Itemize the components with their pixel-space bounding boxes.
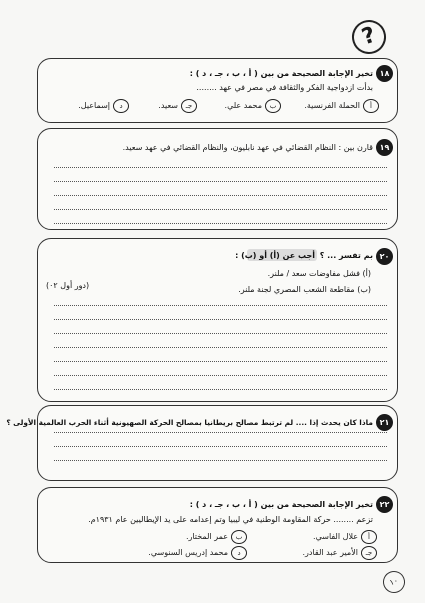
option-c[interactable]: [303, 546, 377, 560]
question-19-box: [37, 128, 398, 230]
answer-lines[interactable]: [54, 305, 387, 403]
question-number-badge: ١٨: [376, 65, 393, 82]
question-22-box: [37, 487, 398, 563]
option-text: علال الفاسي.: [313, 532, 358, 541]
option-d[interactable]: [148, 546, 247, 560]
answer-lines[interactable]: [54, 167, 387, 237]
option-mark: جـ: [361, 546, 377, 560]
option-mark: جـ: [181, 99, 197, 113]
choose-instruction: أجب عن (أ) أو (ب) :: [235, 251, 315, 260]
answer-line[interactable]: [54, 375, 387, 376]
question-stem: بم تفسر ... ؟: [319, 251, 373, 260]
option-text: الأمير عبد القادر.: [302, 548, 358, 557]
answer-line[interactable]: [54, 347, 387, 348]
option-text: عمر المختار.: [185, 532, 228, 541]
answer-lines[interactable]: [54, 432, 387, 474]
option-text: الحملة الفرنسية.: [304, 101, 360, 110]
option-mark: ب: [231, 530, 247, 544]
page-number: ١٠: [380, 568, 408, 596]
answer-line[interactable]: [54, 361, 387, 362]
question-18-box: [37, 58, 398, 123]
answer-line[interactable]: [54, 223, 387, 224]
answer-line[interactable]: [54, 209, 387, 210]
question-number-badge: ١٩: [376, 139, 393, 156]
answer-line[interactable]: [54, 305, 387, 306]
question-number-badge: ٢١: [376, 414, 393, 431]
answer-line[interactable]: [54, 432, 387, 433]
question-21-box: [6, 405, 398, 481]
question-mark-logo-icon: ?: [348, 16, 391, 59]
option-d[interactable]: [78, 99, 129, 113]
item-b: (ب) مقاطعة الشعب المصري لجنة ملنر.: [238, 285, 371, 294]
question-stem: ماذا كان يحدث إذا .... لم ترتبط مصالح بريطانيا بمصالح الحركة الصهيونية أثناء الحرب العالمية الأولى ؟: [6, 418, 373, 427]
option-a[interactable]: [313, 530, 377, 544]
option-b[interactable]: [225, 99, 281, 113]
option-mark: أ: [363, 99, 379, 113]
answer-line[interactable]: [54, 167, 387, 168]
question-instruction: تخير الإجابة الصحيحة من بين ( أ ، ب ، جـ ، د ) :: [189, 500, 373, 509]
option-mark: د: [113, 99, 129, 113]
option-a[interactable]: [304, 99, 379, 113]
question-number-badge: ٢٠: [376, 248, 393, 265]
question-stem: قارن بين : النظام القضائي في عهد نابليون، والنظام القضائي في عهد سعيد.: [122, 143, 373, 152]
question-instruction: تخير الإجابة الصحيحة من بين ( أ ، ب ، جـ ، د ) :: [189, 69, 373, 78]
question-number-badge: ٢٢: [376, 496, 393, 513]
answer-line[interactable]: [54, 319, 387, 320]
option-mark: د: [231, 546, 247, 560]
option-mark: أ: [361, 530, 377, 544]
answer-line[interactable]: [54, 181, 387, 182]
question-20-box: [37, 238, 398, 402]
option-text: محمد إدريس السنوسي.: [148, 548, 228, 557]
answer-line[interactable]: [54, 333, 387, 334]
option-b[interactable]: [186, 530, 247, 544]
answer-line[interactable]: [54, 460, 387, 461]
question-stem: تزعم ........ حركة المقاومة الوطنية في ليبيا وتم إعدامه على يد الإيطاليين عام ١٩٣١م.: [88, 515, 373, 524]
option-c[interactable]: [158, 99, 197, 113]
option-mark: ب: [265, 99, 281, 113]
item-a: (أ) فشل مفاوضات سعد / ملنر.: [267, 269, 371, 278]
option-text: إسماعيل.: [78, 101, 110, 110]
answer-line[interactable]: [54, 446, 387, 447]
answer-line[interactable]: [54, 195, 387, 196]
question-stem: بدأت ازدواجية الفكر والثقافة في مصر في عهد ........: [196, 83, 373, 92]
option-text: سعيد.: [158, 101, 178, 110]
option-text: محمد علي.: [224, 101, 262, 110]
exam-session-note: (دور أول ٠٢): [46, 281, 90, 290]
answer-line[interactable]: [54, 389, 387, 390]
